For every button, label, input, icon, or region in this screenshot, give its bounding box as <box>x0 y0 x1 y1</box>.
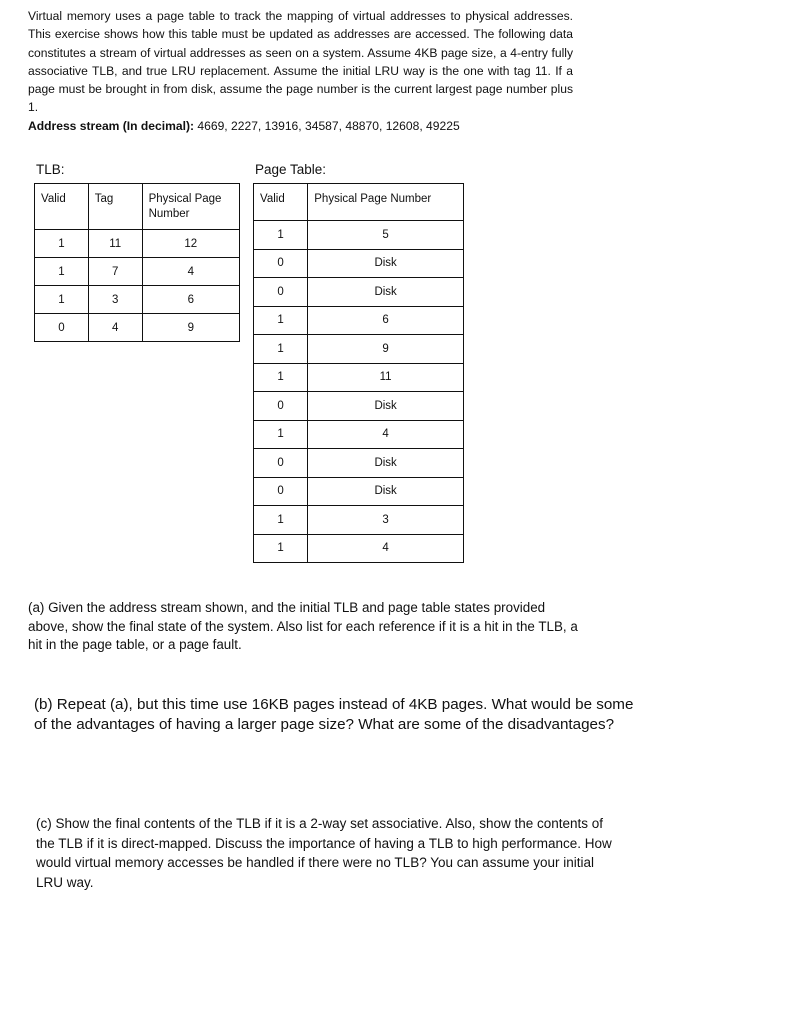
page-table-cell-ppn: Disk <box>308 477 464 506</box>
page-table-cell-valid: 1 <box>254 506 308 535</box>
question-c: (c) Show the final contents of the TLB if it is a 2-way set associative. Also, show the contents of the TLB if it is direct-mapped. Discuss the importance of having a TLB to high performance. How would virtual memory accesses be handled if there were no TLB? You can assume your initial LRU way. <box>36 816 612 890</box>
question-a: (a) Given the address stream shown, and the initial TLB and page table states provided above, show the final state of the system. Also list for each reference if it is a hit in the TLB, a hit in the page table, or a page fault. <box>28 600 578 652</box>
tlb-cell-valid: 1 <box>35 286 89 314</box>
tlb-table <box>34 183 240 342</box>
page-table-cell-ppn: 11 <box>308 363 464 392</box>
address-stream-values: 4669, 2227, 13916, 34587, 48870, 12608, 49225 <box>197 118 460 133</box>
tlb-cell-ppn: 9 <box>142 314 239 342</box>
page-table-cell-valid: 0 <box>254 449 308 478</box>
page-table-row <box>254 477 464 506</box>
page-table-title: Page Table: <box>255 162 327 177</box>
tlb-row <box>35 258 240 286</box>
page-table-cell-valid: 0 <box>254 278 308 307</box>
tlb-title: TLB: <box>36 162 65 177</box>
tlb-header-ppn: Physical Page Number <box>142 184 239 230</box>
page-table-cell-ppn: 5 <box>308 221 464 250</box>
page-table-row <box>254 221 464 250</box>
page-table-cell-ppn: 4 <box>308 534 464 563</box>
page-table-cell-valid: 0 <box>254 249 308 278</box>
page-table-row <box>254 420 464 449</box>
page-table-header-row <box>254 184 464 221</box>
page-table-cell-valid: 0 <box>254 477 308 506</box>
page-table-row <box>254 506 464 535</box>
tlb-header-row <box>35 184 240 230</box>
tlb-cell-tag: 11 <box>88 230 142 258</box>
page-table-row <box>254 278 464 307</box>
page-table-row <box>254 534 464 563</box>
question-b: (b) Repeat (a), but this time use 16KB pages instead of 4KB pages. What would be some of the advantages of having a larger page size? What are some of the disadvantages? <box>34 696 634 733</box>
page-table-row <box>254 392 464 421</box>
page-table-row <box>254 363 464 392</box>
page-table-cell-ppn: 9 <box>308 335 464 364</box>
page-table-cell-valid: 1 <box>254 221 308 250</box>
tlb-cell-valid: 0 <box>35 314 89 342</box>
tlb-cell-valid: 1 <box>35 258 89 286</box>
tlb-cell-valid: 1 <box>35 230 89 258</box>
tlb-row <box>35 286 240 314</box>
page-table-row <box>254 306 464 335</box>
intro-paragraph: Virtual memory uses a page table to track the mapping of virtual addresses to physical addresses. This exercise shows how this table must be updated as addresses are accessed. The following data constitutes a stream of virtual addresses as seen on a system. Assume 4KB page size, a 4-entry fully associative TLB, and true LRU replacement. Assume the initial LRU way is the one with tag 11. If a page must be brought in from disk, assume the page number is the current largest page number plus 1. <box>28 9 573 115</box>
page-table-cell-ppn: Disk <box>308 449 464 478</box>
page-table-cell-valid: 1 <box>254 335 308 364</box>
page-table-cell-ppn: 6 <box>308 306 464 335</box>
page-table-row <box>254 249 464 278</box>
address-stream <box>28 117 573 135</box>
tlb-cell-tag: 3 <box>88 286 142 314</box>
tlb-cell-tag: 4 <box>88 314 142 342</box>
page-table-cell-ppn: Disk <box>308 392 464 421</box>
page-table-header-valid: Valid <box>254 184 308 221</box>
page-table-cell-valid: 0 <box>254 392 308 421</box>
page-table-cell-valid: 1 <box>254 534 308 563</box>
tlb-header-tag: Tag <box>88 184 142 230</box>
page-table-cell-valid: 1 <box>254 420 308 449</box>
tlb-cell-ppn: 4 <box>142 258 239 286</box>
page-table <box>253 183 464 563</box>
page-table-row <box>254 335 464 364</box>
page-table-row <box>254 449 464 478</box>
page-table-cell-ppn: 3 <box>308 506 464 535</box>
tlb-cell-tag: 7 <box>88 258 142 286</box>
page-table-cell-valid: 1 <box>254 306 308 335</box>
tlb-row <box>35 314 240 342</box>
page-table-cell-valid: 1 <box>254 363 308 392</box>
tlb-cell-ppn: 6 <box>142 286 239 314</box>
page-table-header-ppn: Physical Page Number <box>308 184 464 221</box>
tlb-cell-ppn: 12 <box>142 230 239 258</box>
page-table-cell-ppn: 4 <box>308 420 464 449</box>
page-table-cell-ppn: Disk <box>308 249 464 278</box>
tlb-header-valid: Valid <box>35 184 89 230</box>
problem-intro <box>28 7 573 135</box>
tlb-row <box>35 230 240 258</box>
page-table-cell-ppn: Disk <box>308 278 464 307</box>
address-stream-label: Address stream (In decimal): <box>28 118 195 133</box>
